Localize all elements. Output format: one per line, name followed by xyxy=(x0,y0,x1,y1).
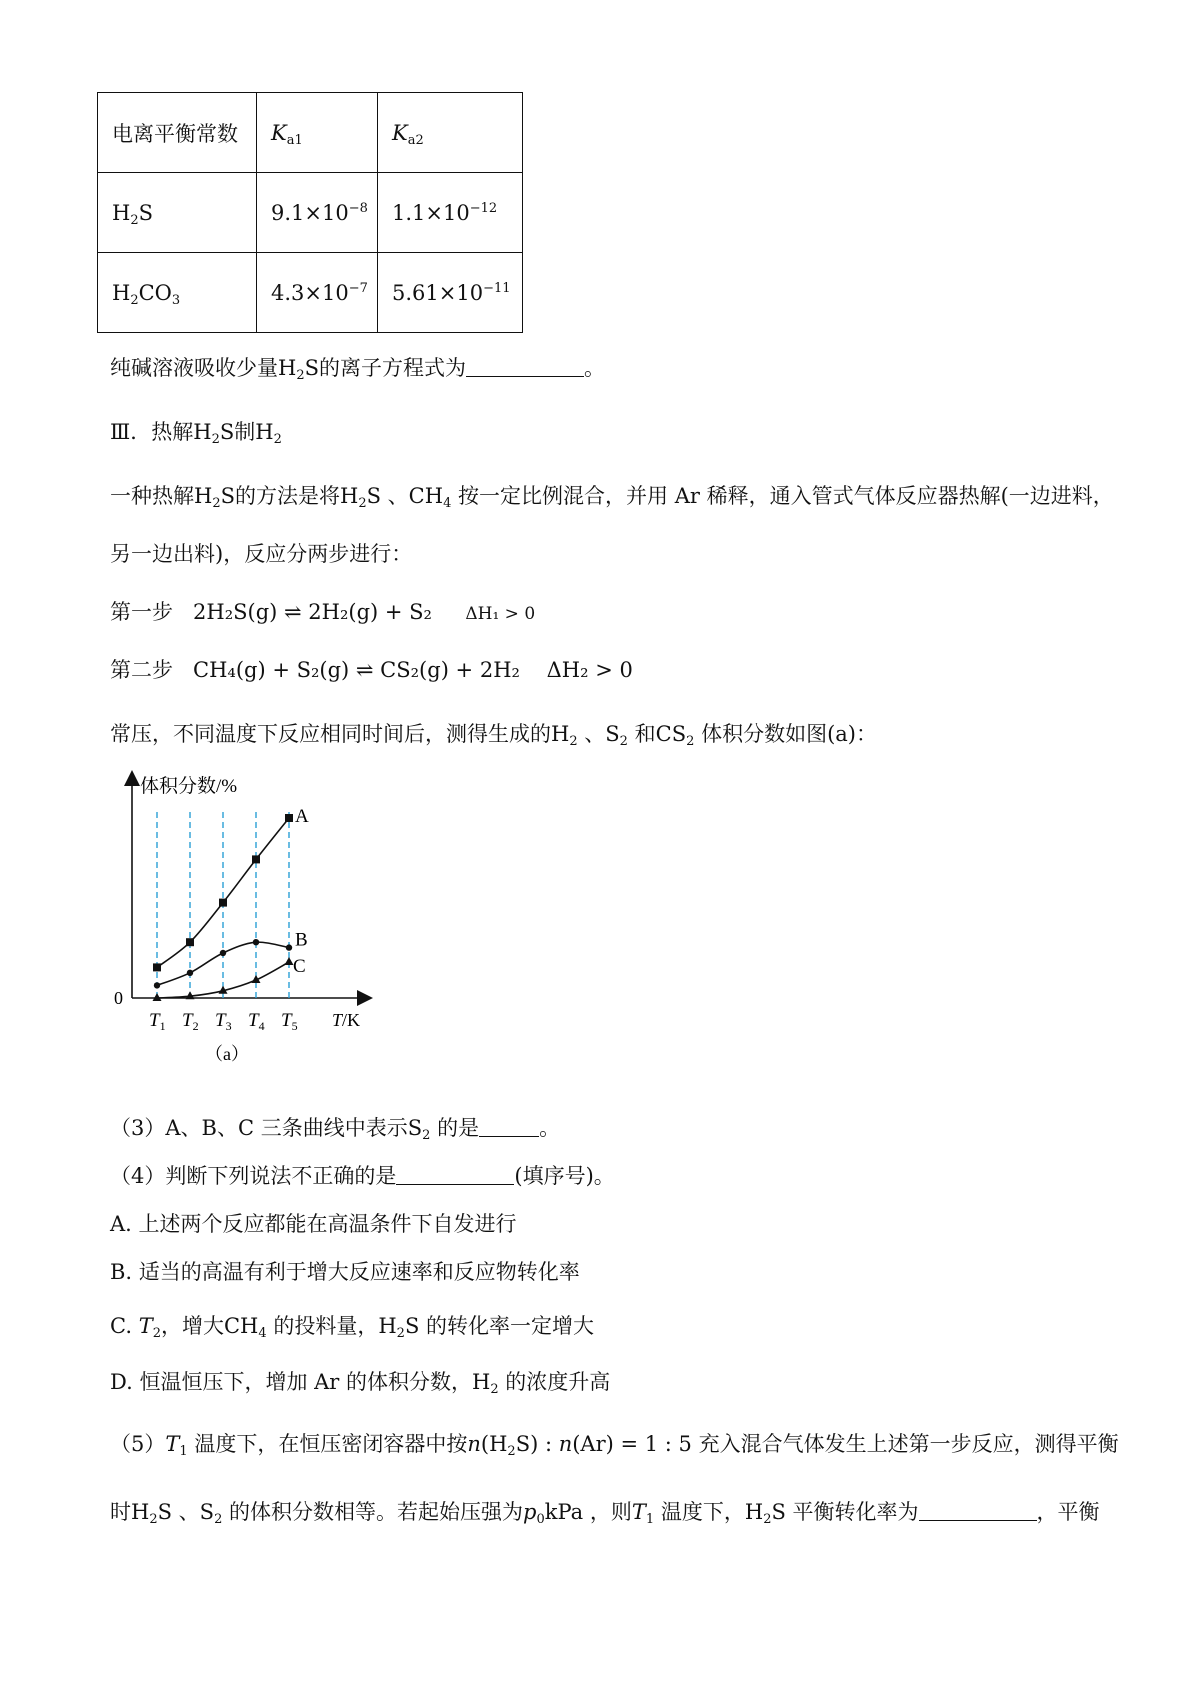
y-axis-label: 体积分数/% xyxy=(140,776,238,797)
point-B xyxy=(220,950,226,956)
x-tick-label: $T_2$ xyxy=(182,1010,199,1033)
section-title: Ⅲ．热解$H_2S$制$H_2$ xyxy=(110,420,282,447)
point-A xyxy=(252,855,260,863)
intro-line-2: 另一边出料)，反应分两步进行： xyxy=(110,542,413,566)
point-B xyxy=(154,982,160,988)
series-label-B: B xyxy=(295,929,308,951)
point-A xyxy=(153,963,161,971)
reaction-step-2: 第二步 CH₄(g) + S₂(g) ⇌ CS₂(g) + 2H₂ ΔH₂ > 0 xyxy=(110,658,633,682)
table-row xyxy=(98,253,523,333)
origin-label: 0 xyxy=(114,988,123,1008)
reaction-step-1: 第一步 2H₂S(g) ⇌ 2H₂(g) + S₂ ΔH₁ > 0 xyxy=(110,600,536,624)
answer-blank[interactable] xyxy=(466,356,584,377)
option-d: D. 恒温恒压下，增加 Ar 的体积分数，$H_2$ 的浓度升高 xyxy=(110,1370,611,1397)
x-axis-label: T/K xyxy=(332,1010,361,1030)
question-soda-absorption: 纯碱溶液吸收少量$H_2S$的离子方程式为 。 xyxy=(110,356,605,383)
x-tick-label: $T_1$ xyxy=(149,1010,166,1033)
table-header-ka2: $K_{a2}$ xyxy=(378,93,523,173)
table-cell-acid: $H_2S$ xyxy=(98,173,257,253)
table-header-label: 电离平衡常数 xyxy=(98,93,257,173)
answer-blank[interactable] xyxy=(396,1164,514,1185)
chart-caption: （a） xyxy=(205,1044,249,1064)
table-cell-ka1: $4.3\times 10^{-7}$ xyxy=(257,253,378,333)
table-header-row xyxy=(98,93,523,173)
x-tick-label: $T_4$ xyxy=(248,1010,265,1033)
option-b: B. 适当的高温有利于增大反应速率和反应物转化率 xyxy=(110,1260,580,1284)
point-A xyxy=(186,938,194,946)
table-cell-ka2: $1.1\times 10^{-12}$ xyxy=(378,173,523,253)
x-tick-label: $T_3$ xyxy=(215,1010,232,1033)
ionization-constant-table xyxy=(97,92,523,333)
table-row xyxy=(98,173,523,253)
answer-blank[interactable] xyxy=(919,1500,1037,1521)
series-label-C: C xyxy=(293,956,306,977)
table-cell-ka1: $9.1\times 10^{-8}$ xyxy=(257,173,378,253)
x-axis-label-bound: T/K xyxy=(110,770,112,771)
intro-line-1: 一种热解$H_2S$的方法是将$H_2S$ 、$CH_4$ 按一定比例混合，并用 Ar 稀释，通入管式气体反应器热解(一边进料， xyxy=(110,484,1114,511)
point-C xyxy=(153,993,162,1001)
table-cell-ka2: $5.61\times 10^{-11}$ xyxy=(378,253,523,333)
question-3: （3）A、B、C 三条曲线中表示$S_2$ 的是 。 xyxy=(110,1116,561,1143)
point-A xyxy=(219,899,227,907)
table-cell-acid: $H_2CO_3$ xyxy=(98,253,257,333)
table-header-ka1: $K_{a1}$ xyxy=(257,93,378,173)
answer-blank[interactable] xyxy=(479,1116,539,1137)
volume-fraction-chart xyxy=(110,770,380,1070)
option-a: A. 上述两个反应都能在高温条件下自发进行 xyxy=(110,1212,517,1236)
point-B xyxy=(253,939,259,945)
chart-intro: 常压，不同温度下反应相同时间后，测得生成的$H_2$ 、$S_2$ 和$CS_2$ 体积分数如图(a)： xyxy=(110,722,877,749)
point-A xyxy=(285,814,293,822)
x-tick-label: $T_5$ xyxy=(281,1010,298,1033)
series-label-A: A xyxy=(295,806,309,827)
option-c: C. $T_2$，增大$CH_4$ 的投料量，$H_2S$ 的转化率一定增大 xyxy=(110,1314,595,1341)
question-4: （4）判断下列说法不正确的是 (填序号)。 xyxy=(110,1164,615,1188)
question-5-line-2: 时$H_2S$ 、$S_2$ 的体积分数相等。若起始压强为$p_0kPa$ ，则$T_1$ 温度下，$H_2S$ 平衡转化率为 ，平衡 xyxy=(110,1500,1100,1527)
point-B xyxy=(286,944,292,950)
question-5-line-1: $(5)T_1$ 温度下，在恒压密闭容器中按$n(H_2S)$ : n(Ar) = 1 : 5 充入混合气体发生上述第一步反应，测得平衡 xyxy=(110,1432,1119,1459)
point-B xyxy=(187,970,193,976)
